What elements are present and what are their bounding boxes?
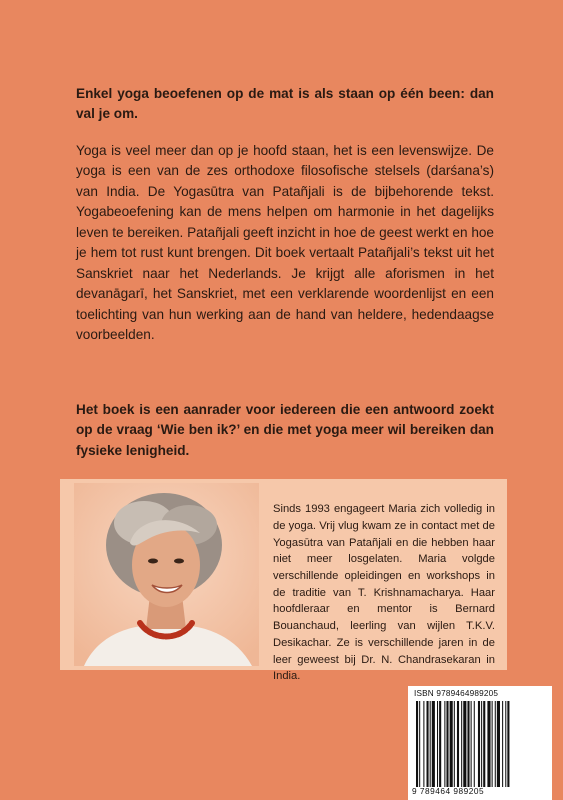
- lead-paragraph: Enkel yoga beoefenen op de mat is als staan op één been: dan val je om.: [76, 85, 494, 122]
- barcode-bar: [461, 701, 462, 787]
- barcode-bar: [505, 701, 506, 787]
- barcode-bar: [439, 701, 441, 787]
- barcode-bar: [416, 701, 418, 787]
- barcode-bar: [478, 701, 480, 787]
- barcode-bar: [432, 701, 435, 787]
- author-portrait-image: [74, 483, 259, 666]
- barcode-bar: [457, 701, 459, 787]
- barcode-bar: [474, 701, 475, 787]
- barcode-bar: [463, 701, 466, 787]
- barcode-bar: [430, 701, 431, 787]
- author-box: [60, 479, 507, 683]
- barcode-bar: [483, 701, 485, 787]
- barcode-bar: [497, 701, 500, 787]
- closing-paragraph: Het boek is een aanrader voor iedereen die een antwoord zoekt op de vraag ‘Wie ben ik?’ en die met yoga meer wil bereiken dan fysieke lenigheid.: [76, 401, 494, 458]
- barcode-bar: [419, 701, 420, 787]
- barcode-bar: [492, 701, 493, 787]
- barcode-bar: [437, 701, 438, 787]
- barcode-bar: [487, 701, 490, 787]
- barcode-bar: [507, 701, 509, 787]
- body-paragraph: Yoga is veel meer dan op je hoofd staan, het is een levenswijze. De yoga is een van de zes orthodoxe filosofische stelsels (darśana’s) van India. De Yogasūtra van Patañjali is de bijbehorende tekst. Yogabeoefening kan de mens helpen om harmonie in het dagelijks leven te bereiken. Patañjali geeft inzicht in hoe de geest werkt en hoe je hem tot rust kunt brengen. Dit boek vertaalt Patañjali’s tekst uit het Sanskriet naar het Nederlands. Je krijgt alle aforismen in het devanāgarī, het Sanskriet, met een verklarende woordenlijst en een toelichting van hun werking aan de hand van heldere, hedendaagse voorbeelden.: [76, 142, 494, 343]
- barcode-bar: [454, 701, 455, 787]
- barcode-bar: [481, 701, 482, 787]
- barcode-digits: 9 789464 989205: [412, 786, 485, 796]
- barcode-bar: [502, 701, 503, 787]
- barcode-bar: [423, 701, 424, 787]
- barcode-bar: [471, 701, 472, 787]
- barcode-bar: [446, 701, 448, 787]
- barcode-bar: [450, 701, 453, 787]
- barcode-bar: [495, 701, 496, 787]
- barcode-bar: [427, 701, 429, 787]
- barcode-image: [414, 701, 546, 787]
- barcode-bar: [444, 701, 445, 787]
- author-bio: Sinds 1993 engageert Maria zich volledig in de yoga. Vrij vlug kwam ze in contact met de Yogasūtra van Patañjali en die hebben haar niet meer losgelaten. Maria volgde verschillende opleidingen en workshops in de traditie van T. Krishnamacharya. Haar hoofdleraar en mentor is Bernard Bouanchaud, leerling van wijlen T.K.V. Desikachar. Ze is verschillende jaren in de leer geweest bij Dr. N. Chandrasekaran in India.: [273, 503, 495, 683]
- isbn-label: ISBN 9789464989205: [414, 689, 499, 698]
- barcode-bar: [467, 701, 469, 787]
- author-photo: [74, 483, 259, 666]
- barcode-box: [408, 686, 552, 800]
